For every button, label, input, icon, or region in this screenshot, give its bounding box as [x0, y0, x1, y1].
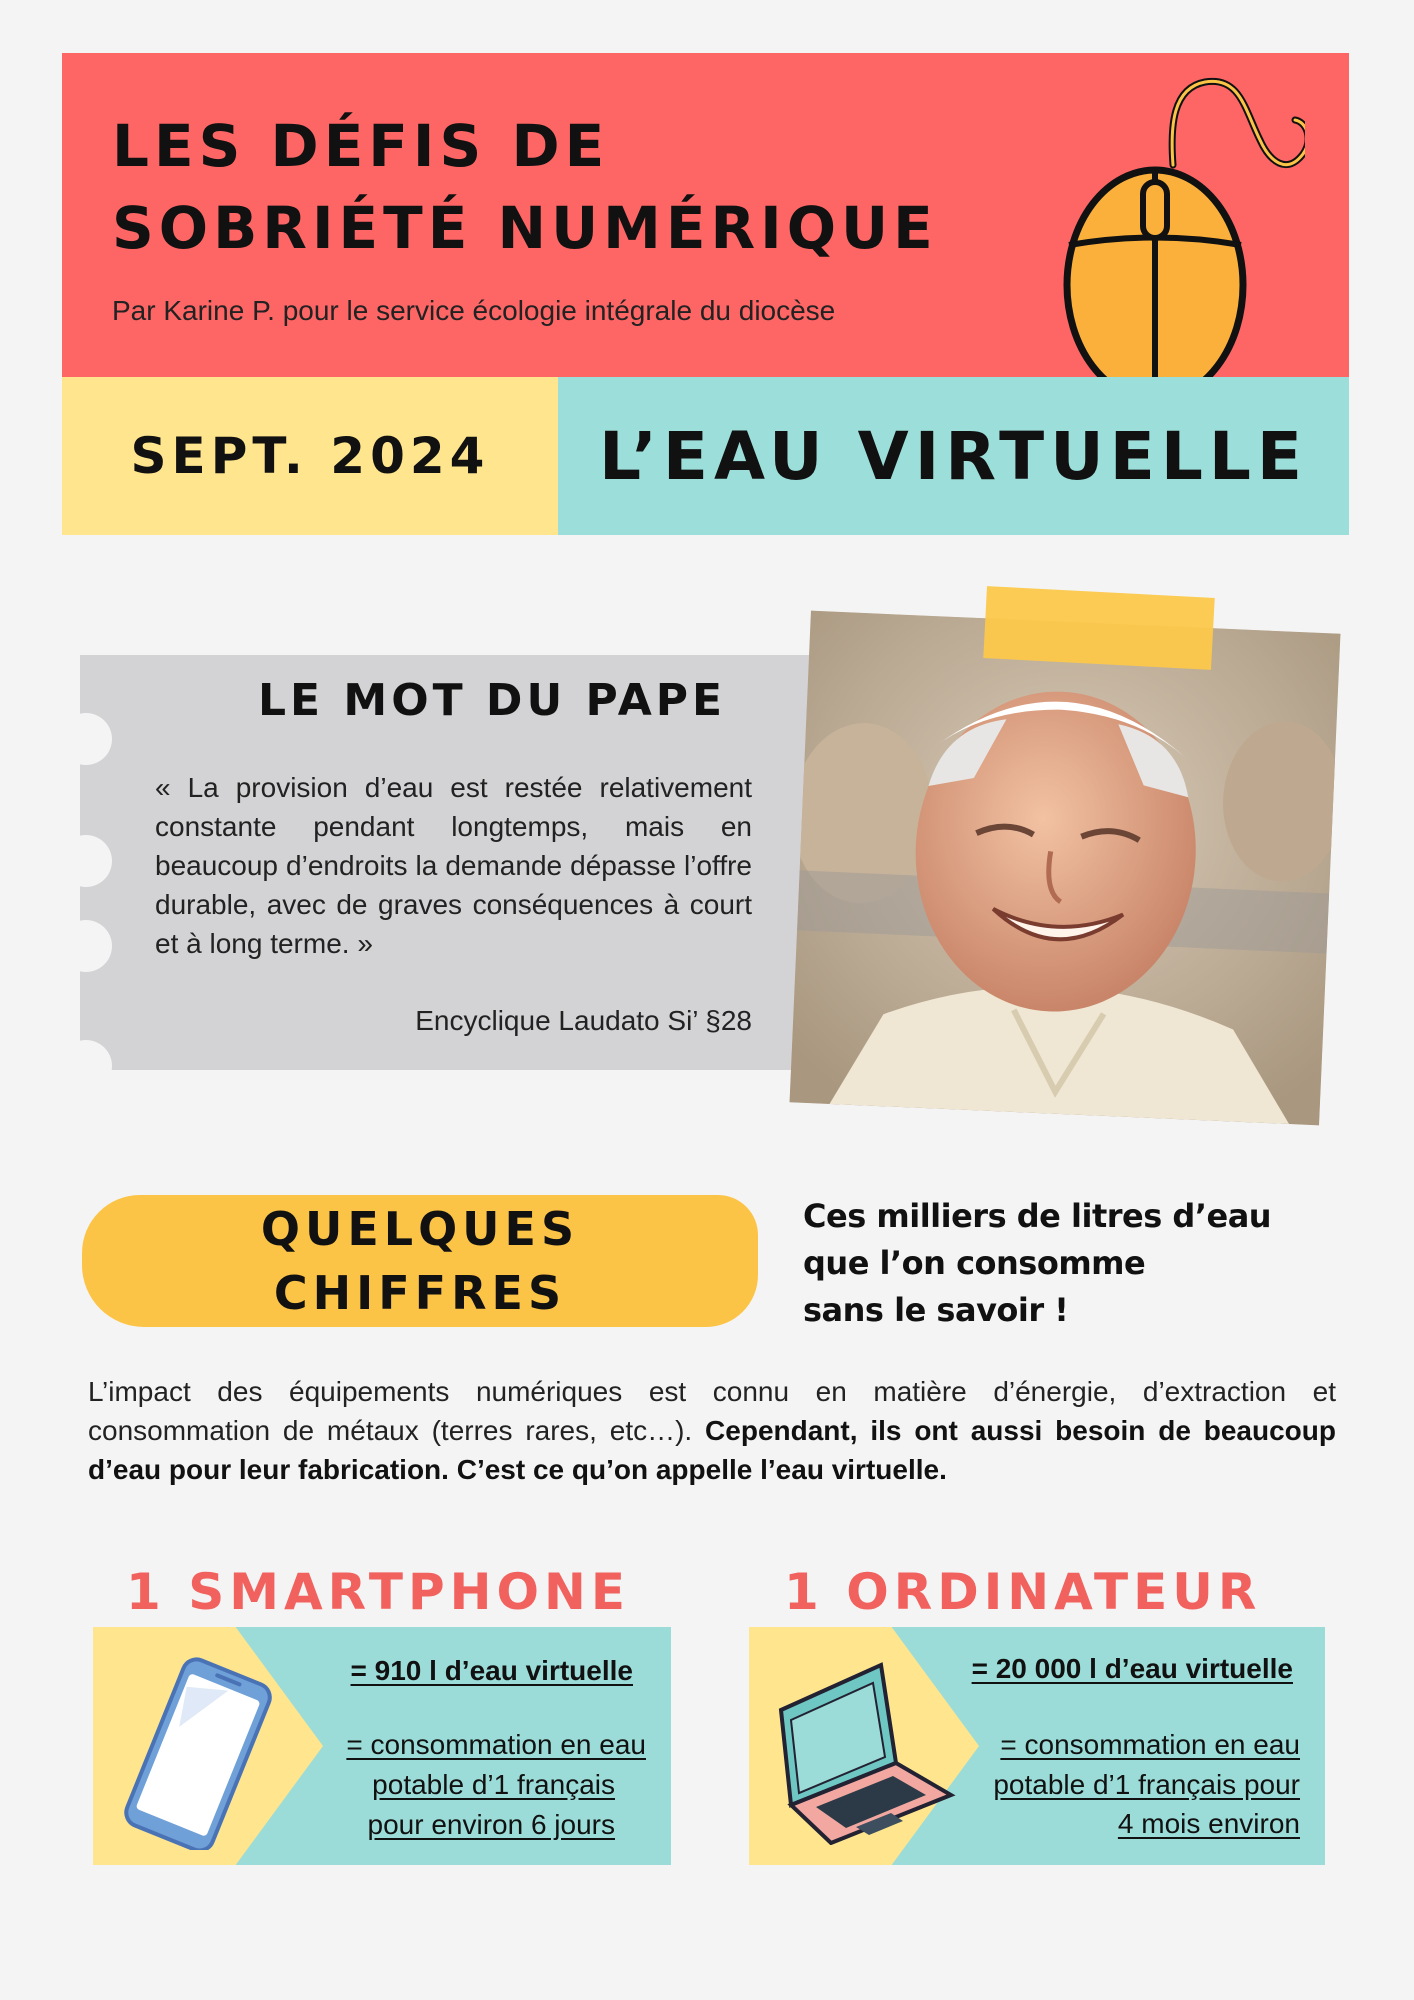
title-line-1: LES DÉFIS DE [112, 112, 610, 180]
intro-text: L’impact des équipements numériques est connu en matière d’énergie, d’extraction et consommation de métaux (terres rares, etc…). [88, 1376, 1336, 1446]
smartphone-equivalence-1: = consommation en eau [346, 1729, 646, 1760]
tape-decoration [983, 586, 1214, 670]
page-title [112, 105, 938, 269]
smartphone-equivalence-2: potable d’1 français [372, 1769, 615, 1800]
quote-source: Encyclique Laudato Si’ §28 [415, 1005, 752, 1036]
smartphone-equivalence-3: pour environ 6 jours [367, 1809, 615, 1840]
author-subtitle: Par Karine P. pour le service écologie intégrale du diocèse [112, 295, 836, 326]
computer-title: 1 ORDINATEUR [784, 1563, 1262, 1621]
issue-topic: L’EAU VIRTUELLE [598, 417, 1309, 495]
figures-heading-line-2: CHIFFRES [273, 1266, 567, 1320]
smartphone-title: 1 SMARTPHONE [126, 1563, 631, 1621]
pope-section-title: LE MOT DU PAPE [258, 675, 727, 726]
computer-equivalence-3: 4 mois environ [1117, 1808, 1300, 1839]
intro-emphasis: Cependant, ils ont aussi besoin de beaucoup d’eau pour leur fabrication. C’est ce qu’on appelle l’eau virtuelle. [88, 1415, 1336, 1485]
tagline-line-2: que l’on consomme [803, 1244, 1146, 1282]
laptop-icon [761, 1645, 961, 1845]
smartphone-card [93, 1627, 671, 1865]
pope-portrait [790, 611, 1341, 1126]
pope-photo [790, 611, 1341, 1126]
intro-paragraph [88, 1372, 1336, 1489]
pope-quote: « La provision d’eau est restée relativement constante pendant longtemps, mais en beaucoup d’endroits la demande dépasse l’offre durable, avec de graves conséquences à court et à long terme. » [155, 772, 752, 959]
box-notch [60, 713, 112, 765]
computer-mouse-icon [1055, 70, 1305, 410]
title-line-2: SOBRIÉTÉ NUMÉRIQUE [112, 194, 938, 262]
box-notch [60, 1040, 112, 1092]
tagline-line-3: sans le savoir ! [803, 1291, 1069, 1329]
box-notch [60, 835, 112, 887]
smartphone-amount: = 910 l d’eau virtuelle [350, 1655, 633, 1686]
figures-heading-line-1: QUELQUES [260, 1202, 580, 1256]
computer-card [749, 1627, 1325, 1865]
smartphone-icon [111, 1655, 281, 1850]
figures-heading [82, 1195, 758, 1327]
computer-equivalence-1: = consommation en eau [1000, 1729, 1300, 1760]
computer-amount: = 20 000 l d’eau virtuelle [971, 1653, 1293, 1684]
box-notch [60, 920, 112, 972]
issue-date: SEPT. 2024 [130, 427, 490, 485]
tagline-line-1: Ces milliers de litres d’eau [803, 1197, 1272, 1235]
computer-equivalence-2: potable d’1 français pour [993, 1769, 1300, 1800]
figures-tagline [803, 1193, 1271, 1334]
